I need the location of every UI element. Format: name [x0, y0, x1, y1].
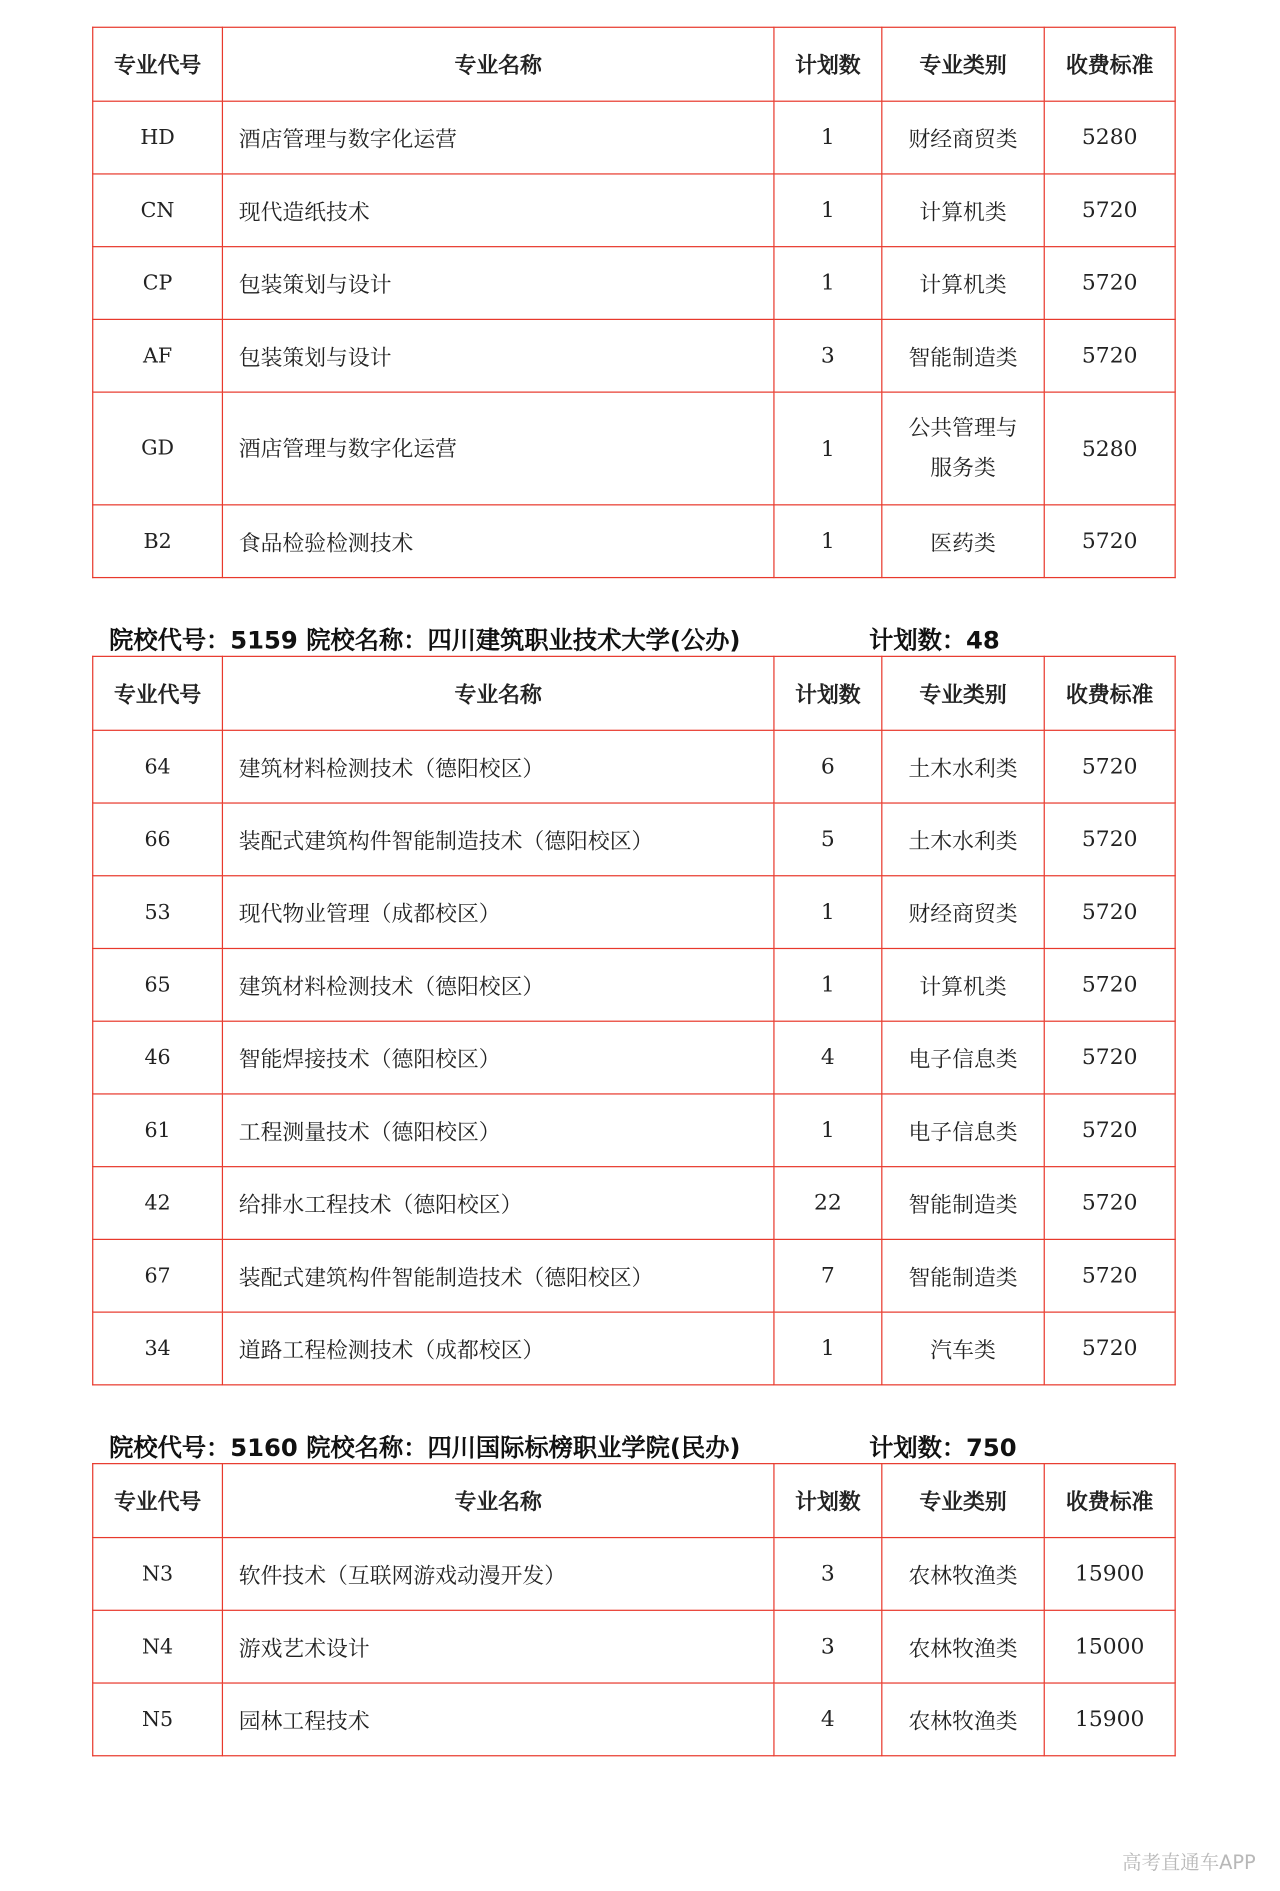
- cell-plan-count: 1: [774, 1094, 882, 1167]
- cell-major-name: 道路工程检测技术（成都校区）: [222, 1312, 774, 1385]
- cell-major-category: 财经商贸类: [882, 101, 1044, 174]
- cell-major-category: 电子信息类: [882, 1021, 1044, 1094]
- school-code-label: 院校代号：: [109, 1432, 231, 1462]
- cell-tuition: 5720: [1044, 803, 1175, 876]
- cell-major-code: B2: [93, 505, 223, 578]
- header-major-name: 专业名称: [222, 27, 774, 101]
- school-plan: [869, 1428, 1017, 1463]
- cell-tuition: 15900: [1044, 1683, 1175, 1756]
- cell-plan-count: 1: [774, 101, 882, 174]
- cell-plan-count: 3: [774, 319, 882, 392]
- cell-major-code: 46: [93, 1021, 223, 1094]
- cell-major-code: 64: [93, 730, 223, 803]
- table-row: [93, 1312, 1175, 1385]
- cell-tuition: 15000: [1044, 1610, 1175, 1683]
- cell-major-category: 农林牧渔类: [882, 1683, 1044, 1756]
- header-major-category: 专业类别: [882, 1464, 1044, 1538]
- cell-major-name: 软件技术（互联网游戏动漫开发）: [222, 1538, 774, 1611]
- school-plan-count: 750: [966, 1432, 1017, 1462]
- table-header-row: [93, 27, 1175, 101]
- cell-major-code: 61: [93, 1094, 223, 1167]
- cell-major-category: 土木水利类: [882, 803, 1044, 876]
- cell-plan-count: 1: [774, 174, 882, 247]
- cell-tuition: 5720: [1044, 1094, 1175, 1167]
- cell-major-code: 67: [93, 1239, 223, 1312]
- cell-plan-count: 1: [774, 247, 882, 320]
- school-code: 5160: [230, 1432, 298, 1462]
- cell-major-name: 园林工程技术: [222, 1683, 774, 1756]
- table-row: [93, 101, 1175, 174]
- table-row: [93, 1610, 1175, 1683]
- cell-major-category: 土木水利类: [882, 730, 1044, 803]
- cell-tuition: 5720: [1044, 1312, 1175, 1385]
- cell-tuition: 5720: [1044, 730, 1175, 803]
- cell-major-category: 医药类: [882, 505, 1044, 578]
- cell-tuition: 5720: [1044, 948, 1175, 1021]
- school-plan-label: 计划数：: [869, 1432, 967, 1462]
- school-plan-count: 48: [966, 625, 1000, 655]
- school-name: 四川国际标榜职业学院(民办): [427, 1432, 741, 1462]
- cell-major-code: N5: [93, 1683, 223, 1756]
- cell-tuition: 15900: [1044, 1538, 1175, 1611]
- cell-major-category: 智能制造类: [882, 1167, 1044, 1240]
- table-row: [93, 948, 1175, 1021]
- cell-plan-count: 6: [774, 730, 882, 803]
- cell-tuition: 5720: [1044, 1167, 1175, 1240]
- cell-major-name: 装配式建筑构件智能制造技术（德阳校区）: [222, 1239, 774, 1312]
- table-row: [93, 803, 1175, 876]
- cell-major-name: 酒店管理与数字化运营: [222, 392, 774, 505]
- cell-major-category: 计算机类: [882, 174, 1044, 247]
- cell-major-code: 34: [93, 1312, 223, 1385]
- cell-tuition: 5720: [1044, 247, 1175, 320]
- table-row: [93, 319, 1175, 392]
- school-heading-5160: [109, 1428, 1017, 1463]
- cell-tuition: 5720: [1044, 1021, 1175, 1094]
- header-plan-count: 计划数: [774, 1464, 882, 1538]
- table-row: [93, 1094, 1175, 1167]
- school-name-label: 院校名称：: [306, 625, 428, 655]
- cell-major-code: 42: [93, 1167, 223, 1240]
- table-row: [93, 505, 1175, 578]
- cell-plan-count: 1: [774, 392, 882, 505]
- cell-tuition: 5280: [1044, 392, 1175, 505]
- cell-major-name: 酒店管理与数字化运营: [222, 101, 774, 174]
- table-row: [93, 247, 1175, 320]
- cell-major-name: 包装策划与设计: [222, 319, 774, 392]
- cell-plan-count: 3: [774, 1538, 882, 1611]
- cell-tuition: 5720: [1044, 174, 1175, 247]
- table-header-row: [93, 1464, 1175, 1538]
- cell-major-name: 智能焊接技术（德阳校区）: [222, 1021, 774, 1094]
- header-tuition: 收费标准: [1044, 656, 1175, 730]
- cell-plan-count: 7: [774, 1239, 882, 1312]
- cell-major-code: CN: [93, 174, 223, 247]
- header-major-category: 专业类别: [882, 27, 1044, 101]
- cell-major-name: 工程测量技术（德阳校区）: [222, 1094, 774, 1167]
- school-code: 5159: [230, 625, 298, 655]
- header-major-name: 专业名称: [222, 1464, 774, 1538]
- watermark-text: 高考直通车APP: [1122, 1850, 1256, 1874]
- cell-major-name: 游戏艺术设计: [222, 1610, 774, 1683]
- cell-major-code: 53: [93, 876, 223, 949]
- school-name-label: 院校名称：: [306, 1432, 428, 1462]
- cell-major-name: 建筑材料检测技术（德阳校区）: [222, 948, 774, 1021]
- table-row: [93, 1021, 1175, 1094]
- cell-major-name: 食品检验检测技术: [222, 505, 774, 578]
- cell-plan-count: 1: [774, 948, 882, 1021]
- header-major-code: 专业代号: [93, 656, 223, 730]
- header-plan-count: 计划数: [774, 27, 882, 101]
- cell-plan-count: 1: [774, 505, 882, 578]
- header-plan-count: 计划数: [774, 656, 882, 730]
- cell-major-category: 智能制造类: [882, 319, 1044, 392]
- cell-major-category: 计算机类: [882, 247, 1044, 320]
- cell-major-name: 现代造纸技术: [222, 174, 774, 247]
- table-row: [93, 1167, 1175, 1240]
- cell-plan-count: 1: [774, 1312, 882, 1385]
- cell-major-name: 装配式建筑构件智能制造技术（德阳校区）: [222, 803, 774, 876]
- cell-tuition: 5720: [1044, 505, 1175, 578]
- cell-major-category: 智能制造类: [882, 1239, 1044, 1312]
- table-row: [93, 174, 1175, 247]
- cell-plan-count: 4: [774, 1021, 882, 1094]
- cell-major-category: 农林牧渔类: [882, 1610, 1044, 1683]
- table-row: [93, 730, 1175, 803]
- header-major-code: 专业代号: [93, 27, 223, 101]
- cell-plan-count: 22: [774, 1167, 882, 1240]
- cell-tuition: 5720: [1044, 876, 1175, 949]
- cell-plan-count: 4: [774, 1683, 882, 1756]
- cell-major-category: 计算机类: [882, 948, 1044, 1021]
- cell-tuition: 5280: [1044, 101, 1175, 174]
- cell-major-code: 65: [93, 948, 223, 1021]
- cell-major-code: 66: [93, 803, 223, 876]
- header-major-code: 专业代号: [93, 1464, 223, 1538]
- cell-plan-count: 3: [774, 1610, 882, 1683]
- cell-major-category: 汽车类: [882, 1312, 1044, 1385]
- cell-tuition: 5720: [1044, 1239, 1175, 1312]
- table-row: [93, 1683, 1175, 1756]
- cell-major-name: 现代物业管理（成都校区）: [222, 876, 774, 949]
- cell-major-code: AF: [93, 319, 223, 392]
- header-tuition: 收费标准: [1044, 1464, 1175, 1538]
- header-major-name: 专业名称: [222, 656, 774, 730]
- cell-major-name: 建筑材料检测技术（德阳校区）: [222, 730, 774, 803]
- school-plan-label: 计划数：: [869, 625, 967, 655]
- header-tuition: 收费标准: [1044, 27, 1175, 101]
- school-plan: [869, 621, 1000, 656]
- cell-major-name: 包装策划与设计: [222, 247, 774, 320]
- table-header-row: [93, 656, 1175, 730]
- cell-major-code: HD: [93, 101, 223, 174]
- majors-table-5160: [92, 1463, 1176, 1756]
- cell-major-category: 农林牧渔类: [882, 1538, 1044, 1611]
- cell-major-code: N3: [93, 1538, 223, 1611]
- category-text: 公共管理与服务类: [908, 415, 1018, 482]
- cell-major-name: 给排水工程技术（德阳校区）: [222, 1167, 774, 1240]
- cell-plan-count: 5: [774, 803, 882, 876]
- cell-major-code: CP: [93, 247, 223, 320]
- cell-major-category: 电子信息类: [882, 1094, 1044, 1167]
- cell-major-code: N4: [93, 1610, 223, 1683]
- table-row: [93, 392, 1175, 505]
- header-major-category: 专业类别: [882, 656, 1044, 730]
- cell-plan-count: 1: [774, 876, 882, 949]
- cell-major-code: GD: [93, 392, 223, 505]
- table-row: [93, 1239, 1175, 1312]
- school-code-label: 院校代号：: [109, 625, 231, 655]
- school-name: 四川建筑职业技术大学(公办): [427, 625, 741, 655]
- majors-table-continued: [92, 27, 1176, 579]
- cell-major-category: [882, 392, 1044, 505]
- table-row: [93, 876, 1175, 949]
- majors-table-5159: [92, 656, 1176, 1386]
- cell-tuition: 5720: [1044, 319, 1175, 392]
- school-heading-5159: [109, 621, 1000, 656]
- cell-major-category: 财经商贸类: [882, 876, 1044, 949]
- table-row: [93, 1538, 1175, 1611]
